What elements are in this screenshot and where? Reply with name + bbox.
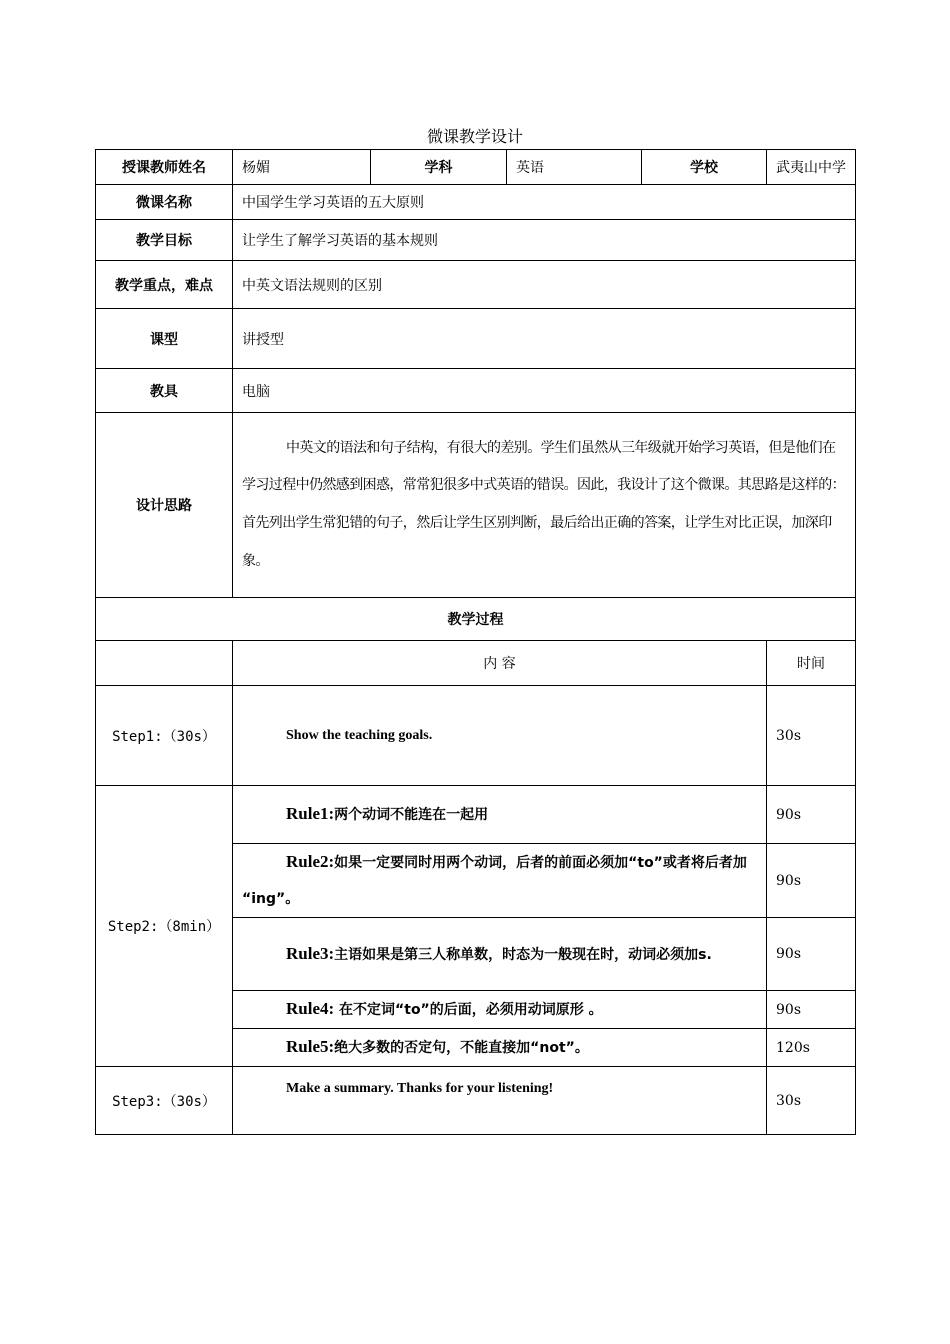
document-title: 微课教学设计 xyxy=(426,127,523,146)
rule2-text: 如果一定要同时用两个动词，后者的前面必须加“to”或者将后者加 “ing”。 xyxy=(242,855,747,907)
focus-label: 教学重点，难点 xyxy=(96,261,233,309)
process-header-row xyxy=(96,641,856,686)
rule5-time: 120s xyxy=(767,1029,856,1067)
course-name-value: 中国学生学习英语的五大原则 xyxy=(233,185,856,220)
rule3-time: 90s xyxy=(767,918,856,991)
step1-row xyxy=(96,686,856,786)
step3-row xyxy=(96,1067,856,1135)
subject-label: 学科 xyxy=(371,150,507,185)
design-value xyxy=(233,413,856,598)
subject-value: 英语 xyxy=(507,150,642,185)
rule4-content xyxy=(233,991,767,1029)
school-value: 武夷山中学 xyxy=(767,150,856,185)
rule2-content xyxy=(233,844,767,918)
step3-label: Step3:（30s） xyxy=(96,1067,233,1135)
goal-value: 让学生了解学习英语的基本规则 xyxy=(233,220,856,261)
rule1-number: Rule1: xyxy=(286,804,335,823)
design-text: 中英文的语法和句子结构，有很大的差别。学生们虽然从三年级就开始学习英语，但是他们在学习过程中仍然感到困惑，常常犯很多中式英语的错误。因此，我设计了这个微课。其思路是这样的：首先列出学生常犯错的句子，然后让学生区别判断，最后给出正确的答案，让学生对比正误，加深印象。 xyxy=(242,439,845,569)
rule3-text: 主语如果是第三人称单数，时态为一般现在时，动词必须加s. xyxy=(334,946,712,963)
rule4-number: Rule4: xyxy=(286,999,335,1018)
rule4-text: 在不定词“to”的后面，必须用动词原形 。 xyxy=(334,1002,603,1018)
focus-value: 中英文语法规则的区别 xyxy=(233,261,856,309)
goal-label: 教学目标 xyxy=(96,220,233,261)
teacher-name: 杨媚 xyxy=(233,150,371,185)
rule2-time: 90s xyxy=(767,844,856,918)
process-title-row xyxy=(96,598,856,641)
rule2-number: Rule2: xyxy=(286,852,335,871)
tools-label: 教具 xyxy=(96,369,233,413)
rule1-content xyxy=(233,786,767,844)
design-label: 设计思路 xyxy=(96,413,233,598)
tools-row xyxy=(96,369,856,413)
rule1-text: 两个动词不能连在一起用 xyxy=(334,807,489,823)
rule5-text: 绝大多数的否定句，不能直接加“not”。 xyxy=(334,1040,589,1056)
rule5-content xyxy=(233,1029,767,1067)
focus-row xyxy=(96,261,856,309)
type-label: 课型 xyxy=(96,309,233,369)
step3-content: Make a summary. Thanks for your listening! xyxy=(233,1067,767,1135)
tools-value: 电脑 xyxy=(233,369,856,413)
step1-content: Show the teaching goals. xyxy=(233,686,767,786)
rule3-content xyxy=(233,918,767,991)
rule5-number: Rule5: xyxy=(286,1037,335,1056)
goal-row xyxy=(96,220,856,261)
type-row xyxy=(96,309,856,369)
course-name-label: 微课名称 xyxy=(96,185,233,220)
header-row xyxy=(96,150,856,185)
teacher-label: 授课教师姓名 xyxy=(96,150,233,185)
step2-label: Step2:（8min） xyxy=(96,786,233,1067)
type-value: 讲授型 xyxy=(233,309,856,369)
rule3-number: Rule3: xyxy=(286,943,335,963)
rule1-row xyxy=(96,786,856,844)
process-header-empty xyxy=(96,641,233,686)
lesson-plan-table xyxy=(95,149,856,1135)
design-row xyxy=(96,413,856,598)
course-name-row xyxy=(96,185,856,220)
step3-time: 30s xyxy=(767,1067,856,1135)
process-title: 教学过程 xyxy=(96,598,856,641)
rule1-time: 90s xyxy=(767,786,856,844)
time-header: 时间 xyxy=(767,641,856,686)
step1-label: Step1:（30s） xyxy=(96,686,233,786)
step1-time: 30s xyxy=(767,686,856,786)
school-label: 学校 xyxy=(642,150,767,185)
content-header: 内 容 xyxy=(233,641,767,686)
rule4-time: 90s xyxy=(767,991,856,1029)
